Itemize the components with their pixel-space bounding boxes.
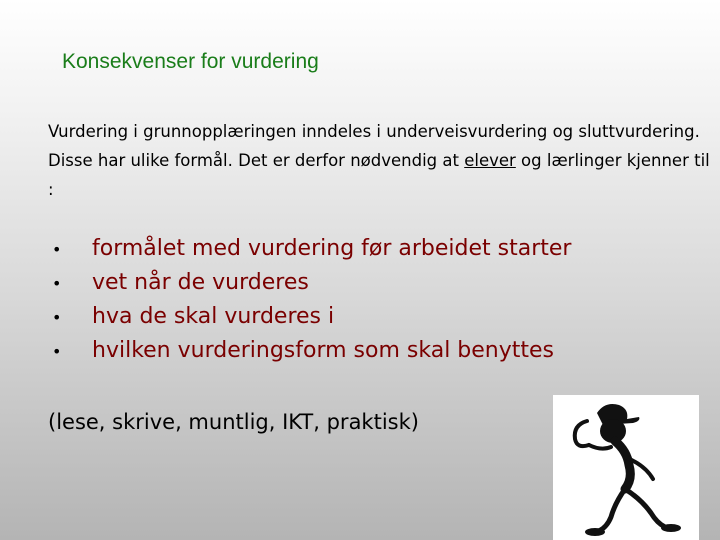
- listening-figure-icon: [553, 395, 699, 540]
- bullet-item: [52, 270, 571, 304]
- bullet-dot: •: [52, 274, 62, 293]
- bullet-text: hva de skal vurderes i: [92, 304, 335, 329]
- bullet-item: [52, 338, 571, 372]
- bullet-text: hvilken vurderingsform som skal benyttes: [92, 338, 555, 363]
- bullet-dot: •: [52, 342, 62, 361]
- bullet-item: [52, 236, 571, 270]
- bullet-dot: •: [52, 308, 62, 327]
- bullet-list: [52, 236, 571, 372]
- bullet-dot: •: [52, 240, 62, 259]
- slide-title: Konsekvenser for vurdering: [62, 50, 319, 73]
- intro-text-part1: Vurdering i grunnopplæringen inndeles i underveisvurdering og sluttvurdering. Disse har ulike formål. Det er derfor nødvendig at: [48, 122, 700, 170]
- intro-text-part2: og lærlinger kjenner til :: [48, 151, 710, 199]
- bullet-text: vet når de vurderes: [92, 270, 309, 295]
- bullet-text: formålet med vurdering før arbeidet starter: [92, 236, 572, 261]
- intro-underlined-word: elever: [464, 151, 516, 170]
- intro-paragraph: [48, 117, 713, 204]
- bullet-item: [52, 304, 571, 338]
- skills-note: (lese, skrive, muntlig, IKT, praktisk): [48, 410, 419, 434]
